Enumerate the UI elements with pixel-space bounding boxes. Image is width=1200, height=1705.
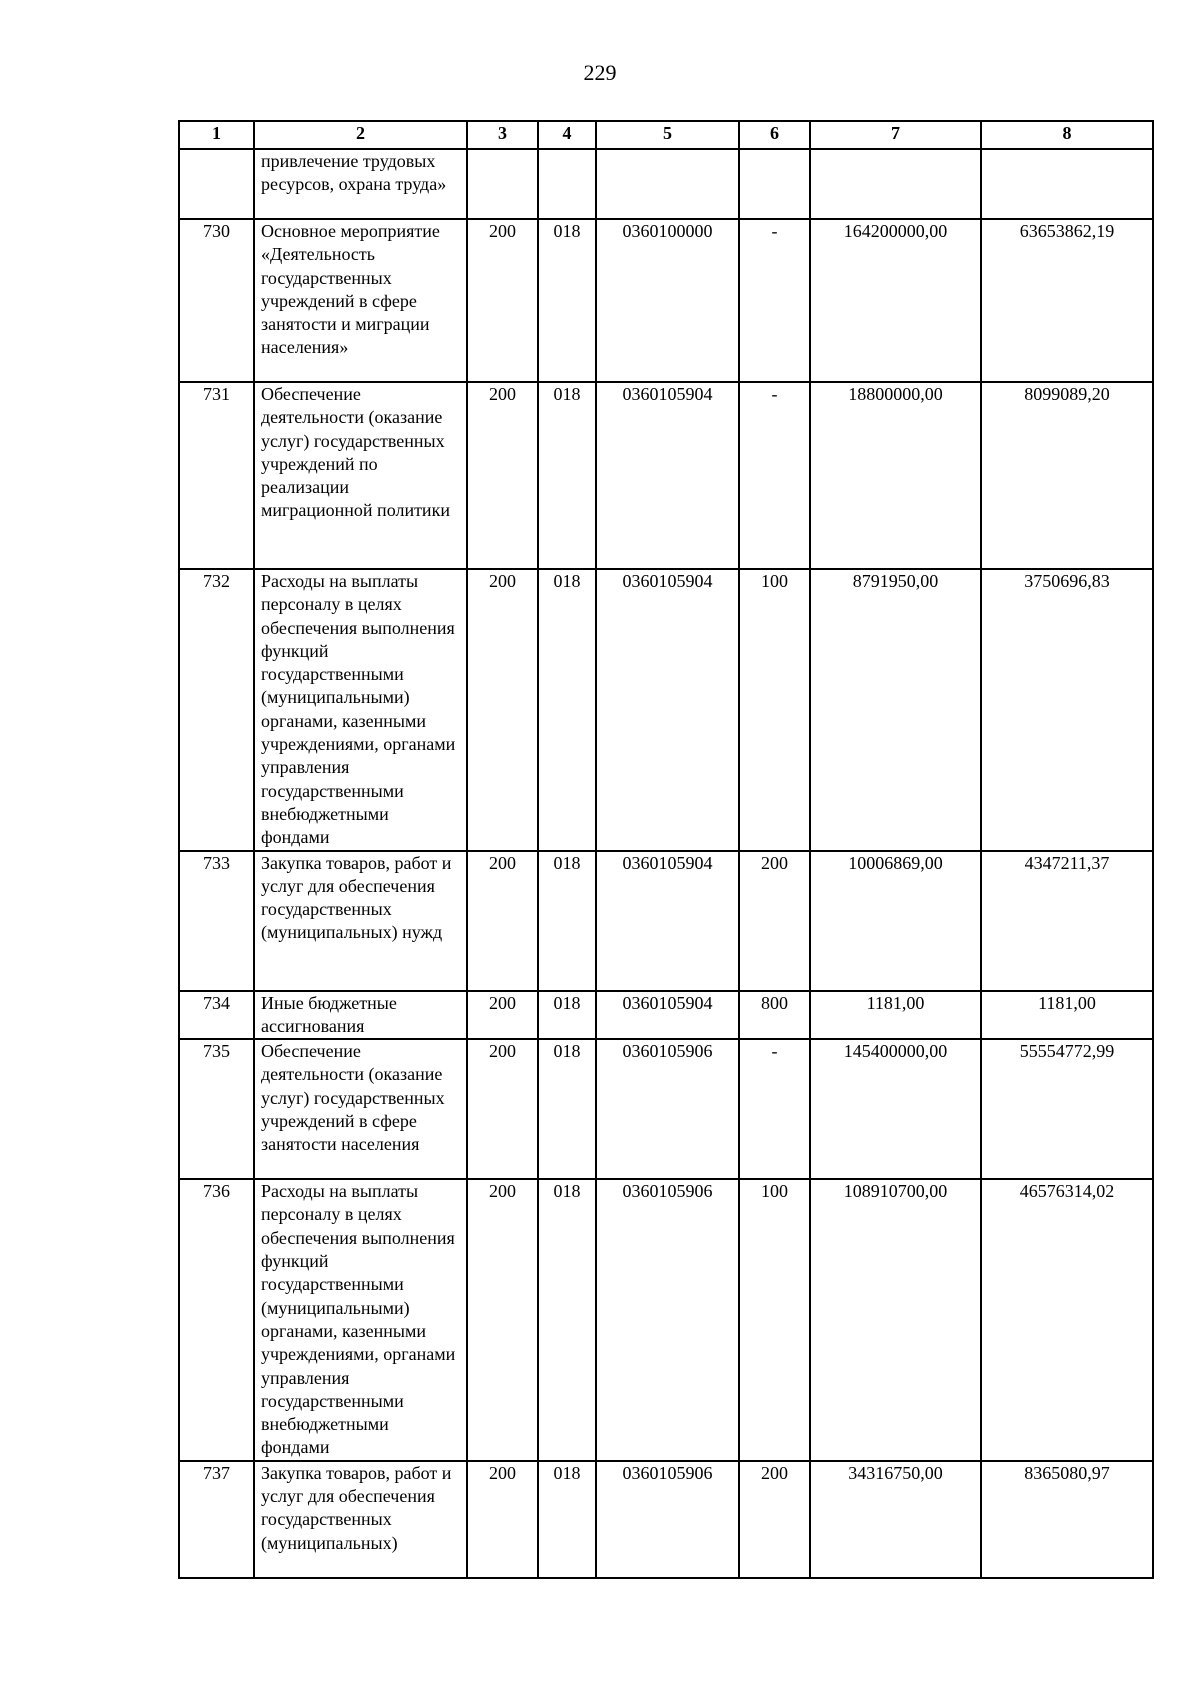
cell-col6: 100 — [739, 1179, 810, 1461]
cell-col4: 018 — [538, 1461, 596, 1578]
cell-col3: 200 — [467, 1179, 538, 1461]
row-number: 730 — [179, 219, 254, 382]
cell-col6: - — [739, 219, 810, 382]
row-name: Обеспечение деятельности (оказание услуг) государственных учреждений в сфере занятости населения — [254, 1039, 467, 1179]
cell-col8: 63653862,19 — [981, 219, 1153, 382]
cell-col3: 200 — [467, 1461, 538, 1578]
row-name: Закупка товаров, работ и услуг для обеспечения государственных (муниципальных) нужд — [254, 851, 467, 991]
cell-col6: 800 — [739, 991, 810, 1040]
cell-col7: 164200000,00 — [810, 219, 981, 382]
cell-col4: 018 — [538, 569, 596, 851]
row-number — [179, 149, 254, 219]
cell-col3: 200 — [467, 851, 538, 991]
cell-col6: 100 — [739, 569, 810, 851]
cell-col7: 10006869,00 — [810, 851, 981, 991]
cell-col5: 0360105904 — [596, 569, 739, 851]
col-header-8: 8 — [981, 121, 1153, 149]
cell-col5 — [596, 149, 739, 219]
cell-col6: - — [739, 1039, 810, 1179]
cell-col7: 1181,00 — [810, 991, 981, 1040]
cell-col8: 3750696,83 — [981, 569, 1153, 851]
cell-col6: 200 — [739, 1461, 810, 1578]
cell-col5: 0360105904 — [596, 991, 739, 1040]
table-row — [179, 1039, 1153, 1179]
cell-col7: 34316750,00 — [810, 1461, 981, 1578]
cell-col8: 4347211,37 — [981, 851, 1153, 991]
cell-col4: 018 — [538, 1179, 596, 1461]
col-header-6: 6 — [739, 121, 810, 149]
cell-col8: 55554772,99 — [981, 1039, 1153, 1179]
col-header-2: 2 — [254, 121, 467, 149]
cell-col3: 200 — [467, 569, 538, 851]
table-row — [179, 382, 1153, 569]
cell-col7: 145400000,00 — [810, 1039, 981, 1179]
row-number: 731 — [179, 382, 254, 569]
row-number: 734 — [179, 991, 254, 1040]
table-row — [179, 149, 1153, 219]
cell-col7: 108910700,00 — [810, 1179, 981, 1461]
row-name: Расходы на выплаты персоналу в целях обеспечения выполнения функций государственными (муниципальными) органами, казенными учреждениями, органами управления государственными внебюджетными фондами — [254, 1179, 467, 1461]
cell-col7: 8791950,00 — [810, 569, 981, 851]
cell-col5: 0360105906 — [596, 1179, 739, 1461]
table-row — [179, 851, 1153, 991]
cell-col3: 200 — [467, 1039, 538, 1179]
cell-col4: 018 — [538, 382, 596, 569]
table-row — [179, 219, 1153, 382]
table-row — [179, 1461, 1153, 1578]
cell-col8: 8365080,97 — [981, 1461, 1153, 1578]
row-name: привлечение трудовых ресурсов, охрана труда» — [254, 149, 467, 219]
table-row — [179, 991, 1153, 1040]
col-header-3: 3 — [467, 121, 538, 149]
cell-col5: 0360105906 — [596, 1039, 739, 1179]
cell-col3: 200 — [467, 991, 538, 1040]
row-name: Закупка товаров, работ и услуг для обеспечения государственных (муниципальных) — [254, 1461, 467, 1578]
cell-col8: 8099089,20 — [981, 382, 1153, 569]
cell-col7 — [810, 149, 981, 219]
col-header-1: 1 — [179, 121, 254, 149]
cell-col5: 0360105904 — [596, 382, 739, 569]
row-name: Расходы на выплаты персоналу в целях обеспечения выполнения функций государственными (муниципальными) органами, казенными учреждениями, органами управления государственными внебюджетными фондами — [254, 569, 467, 851]
table-row — [179, 569, 1153, 851]
cell-col8: 46576314,02 — [981, 1179, 1153, 1461]
cell-col6: - — [739, 382, 810, 569]
cell-col4: 018 — [538, 1039, 596, 1179]
cell-col5: 0360105906 — [596, 1461, 739, 1578]
cell-col5: 0360105904 — [596, 851, 739, 991]
cell-col6 — [739, 149, 810, 219]
row-number: 733 — [179, 851, 254, 991]
budget-table — [178, 120, 1154, 1579]
cell-col4 — [538, 149, 596, 219]
cell-col8: 1181,00 — [981, 991, 1153, 1040]
header-row — [179, 121, 1153, 149]
row-number: 735 — [179, 1039, 254, 1179]
cell-col4: 018 — [538, 991, 596, 1040]
cell-col7: 18800000,00 — [810, 382, 981, 569]
col-header-5: 5 — [596, 121, 739, 149]
col-header-7: 7 — [810, 121, 981, 149]
cell-col5: 0360100000 — [596, 219, 739, 382]
cell-col3: 200 — [467, 382, 538, 569]
cell-col6: 200 — [739, 851, 810, 991]
row-name: Обеспечение деятельности (оказание услуг) государственных учреждений по реализации миграционной политики — [254, 382, 467, 569]
page-number: 229 — [583, 60, 617, 85]
cell-col4: 018 — [538, 219, 596, 382]
cell-col8 — [981, 149, 1153, 219]
row-number: 732 — [179, 569, 254, 851]
cell-col4: 018 — [538, 851, 596, 991]
cell-col3 — [467, 149, 538, 219]
col-header-4: 4 — [538, 121, 596, 149]
cell-col3: 200 — [467, 219, 538, 382]
row-number: 736 — [179, 1179, 254, 1461]
row-name: Иные бюджетные ассигнования — [254, 991, 467, 1040]
table-row — [179, 1179, 1153, 1461]
row-number: 737 — [179, 1461, 254, 1578]
row-name: Основное мероприятие «Деятельность государственных учреждений в сфере занятости и миграции населения» — [254, 219, 467, 382]
